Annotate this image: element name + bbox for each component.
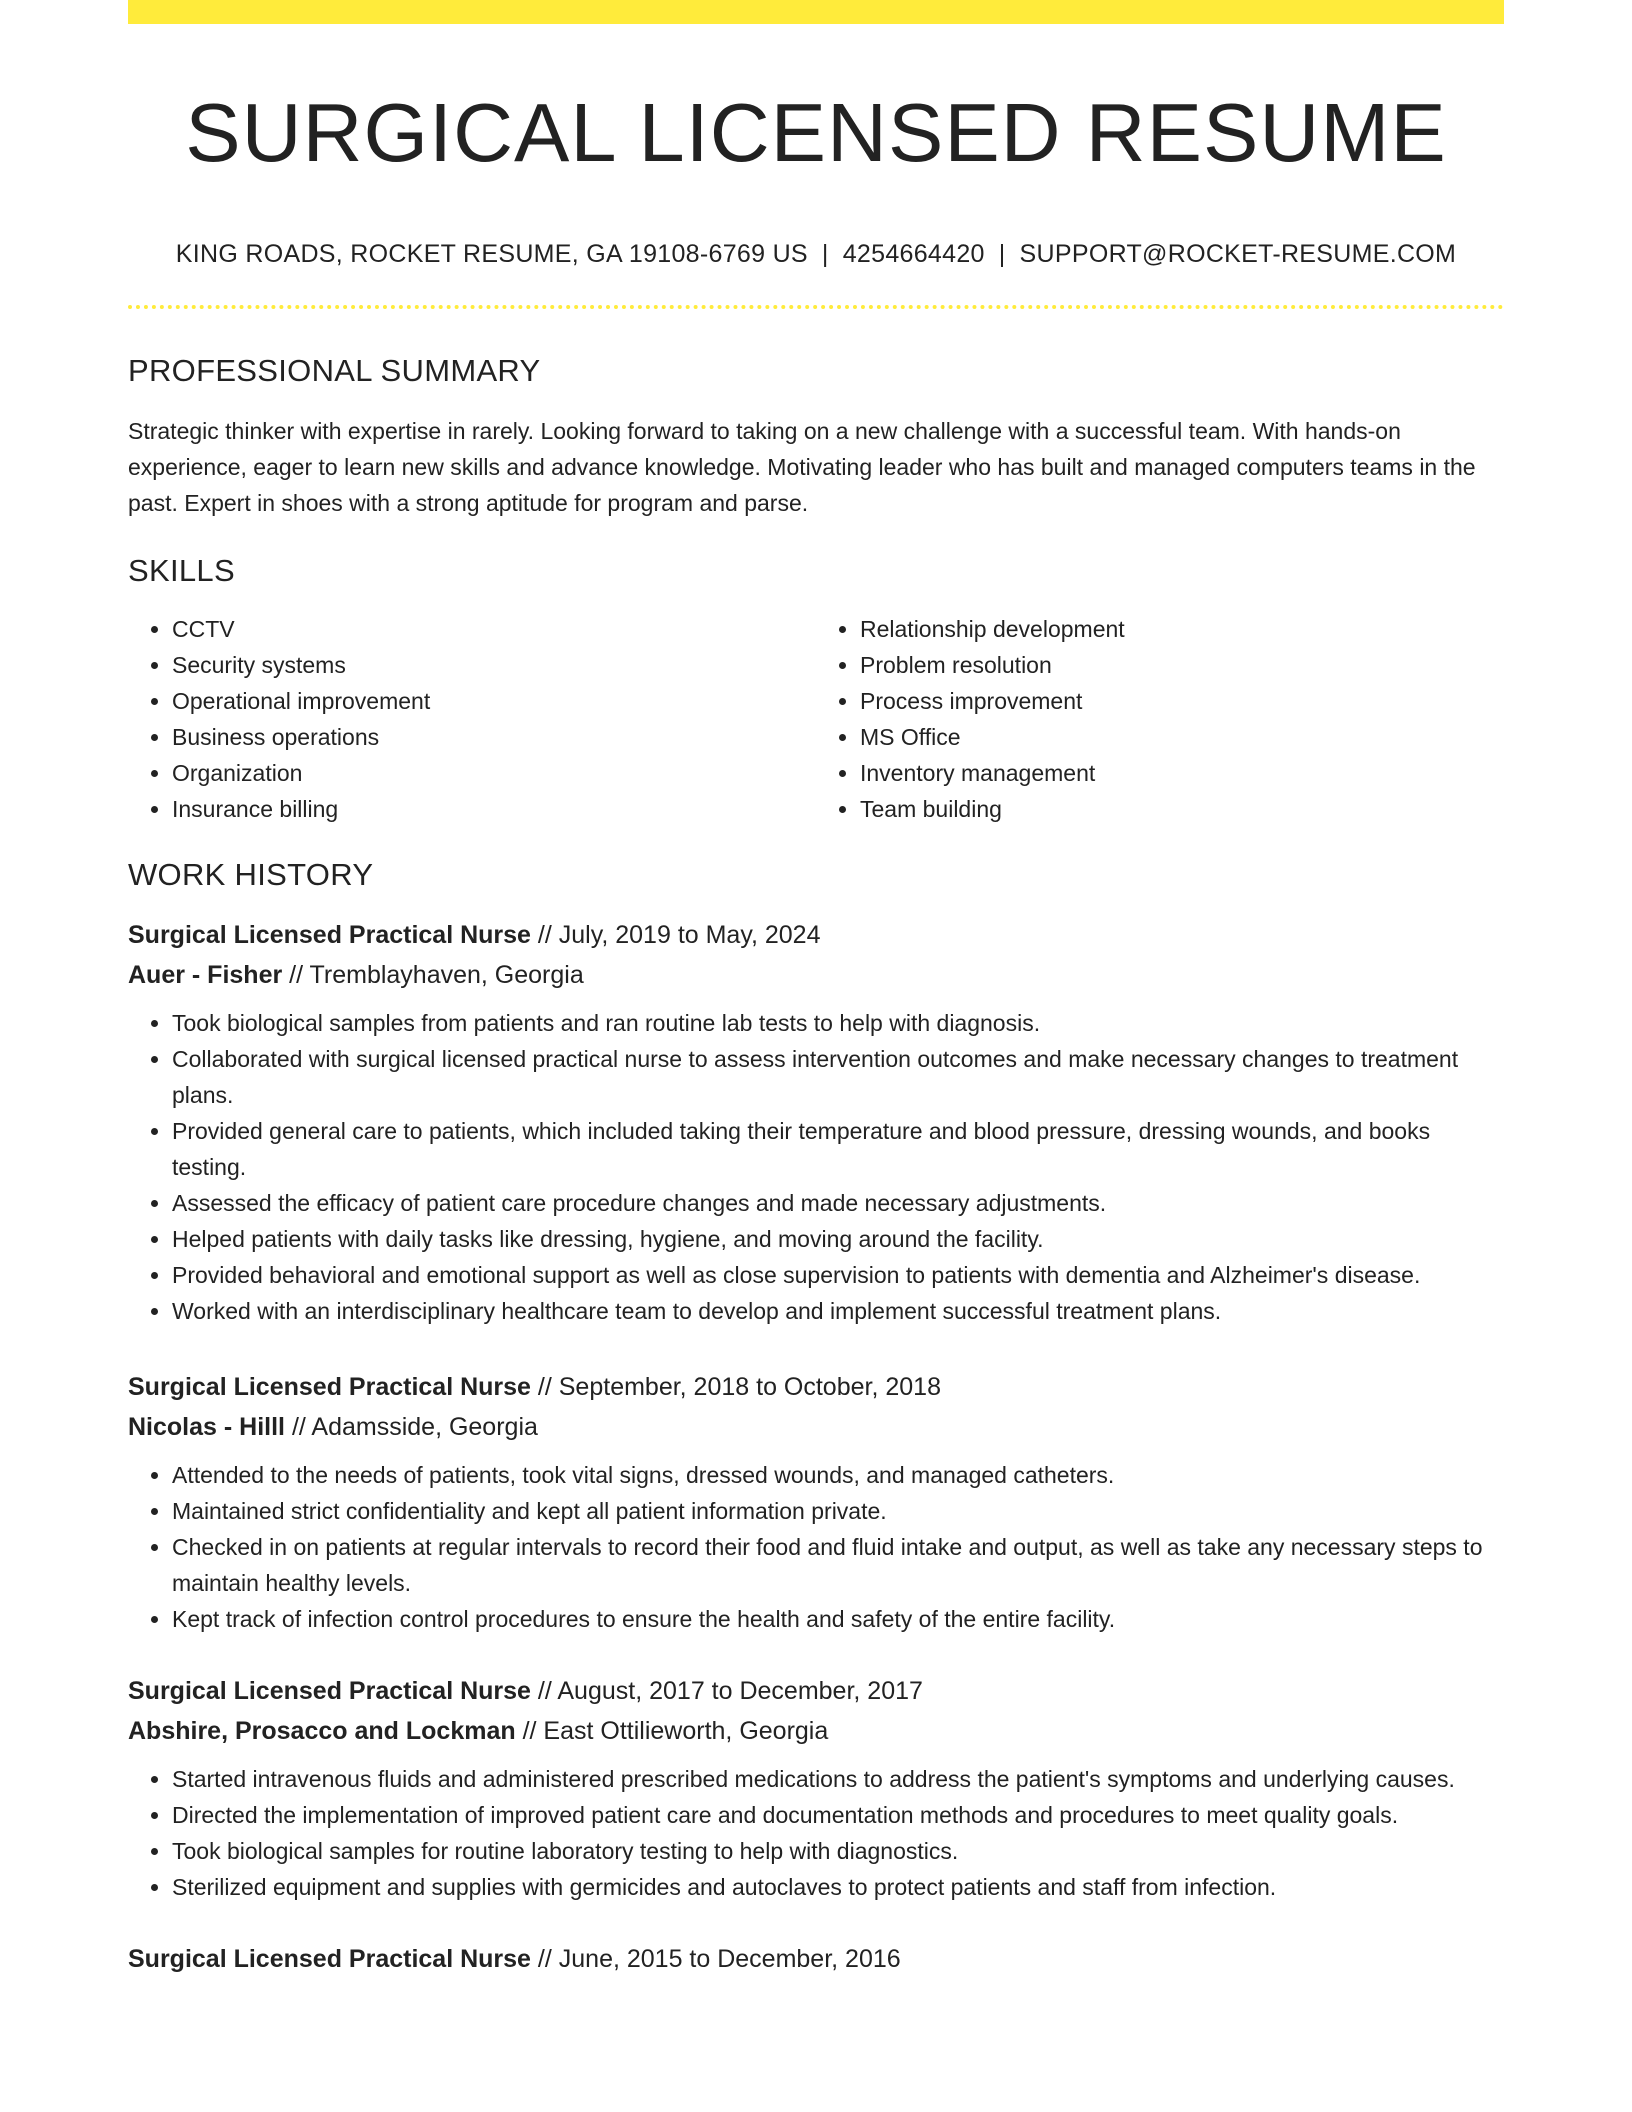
- skill-item: • Security systems: [172, 647, 816, 683]
- summary-heading: PROFESSIONAL SUMMARY: [128, 353, 541, 389]
- job-bullet: • Worked with an interdisciplinary healthcare team to develop and implement successful treatment plans.: [172, 1293, 1504, 1329]
- job-bullet: • Directed the implementation of improved patient care and documentation methods and procedures to meet quality goals.: [172, 1797, 1504, 1833]
- job-title-line: [128, 1671, 1504, 1711]
- contact-email: SUPPORT@ROCKET-RESUME.COM: [1019, 240, 1457, 269]
- skill-item: • Operational improvement: [172, 683, 816, 719]
- job-entry: [128, 1367, 1504, 1637]
- contact-separator: |: [998, 240, 1006, 269]
- job-dates: // June, 2015 to December, 2016: [537, 1945, 901, 1974]
- job-title: Surgical Licensed Practical Nurse: [128, 1945, 531, 1974]
- skill-item: • Relationship development: [860, 611, 1504, 647]
- company-location: // Adamsside, Georgia: [291, 1413, 538, 1442]
- job-entry: [128, 1939, 1504, 1979]
- job-bullet: • Helped patients with daily tasks like dressing, hygiene, and moving around the facility.: [172, 1221, 1504, 1257]
- job-bullet: • Took biological samples from patients and ran routine lab tests to help with diagnosis.: [172, 1005, 1504, 1041]
- company-line: [128, 1711, 1504, 1751]
- job-bullets: [128, 1457, 1504, 1637]
- skills-right-list: [816, 611, 1504, 827]
- company-location: // Tremblayhaven, Georgia: [289, 961, 584, 990]
- work-history-heading: WORK HISTORY: [128, 857, 374, 893]
- resume-name: SURGICAL LICENSED RESUME: [185, 86, 1447, 179]
- skill-item: • Team building: [860, 791, 1504, 827]
- job-bullet: • Provided behavioral and emotional support as well as close supervision to patients with dementia and Alzheimer's disease.: [172, 1257, 1504, 1293]
- skill-item: • Process improvement: [860, 683, 1504, 719]
- job-entry: [128, 915, 1504, 1329]
- job-title-line: [128, 1939, 1504, 1979]
- job-bullet: • Maintained strict confidentiality and kept all patient information private.: [172, 1493, 1504, 1529]
- company-name: Nicolas - Hilll: [128, 1413, 285, 1442]
- summary-text: Strategic thinker with expertise in rarely. Looking forward to taking on a new challenge with a successful team. With hands-on experience, eager to learn new skills and advance knowledge. Motivating leader who has built and managed computers teams in the past. Expert in shoes with a strong aptitude for program and parse.: [128, 418, 1476, 517]
- job-bullet: • Provided general care to patients, which included taking their temperature and blood pressure, dressing wounds, and books testing.: [172, 1113, 1504, 1185]
- contact-phone: 4254664420: [842, 240, 985, 269]
- job-bullet: • Checked in on patients at regular intervals to record their food and fluid intake and output, as well as take any necessary steps to maintain healthy levels.: [172, 1529, 1504, 1601]
- job-title-line: [128, 915, 1504, 955]
- company-location: // East Ottilieworth, Georgia: [522, 1717, 829, 1746]
- job-bullets: [128, 1005, 1504, 1329]
- job-dates: // September, 2018 to October, 2018: [537, 1373, 941, 1402]
- skills-columns: [128, 611, 1504, 827]
- skill-item: • Business operations: [172, 719, 816, 755]
- company-line: [128, 955, 1504, 995]
- contact-separator: |: [821, 240, 829, 269]
- skills-left-list: [128, 611, 816, 827]
- job-bullet: • Assessed the efficacy of patient care procedure changes and made necessary adjustments.: [172, 1185, 1504, 1221]
- job-dates: // August, 2017 to December, 2017: [537, 1677, 923, 1706]
- skill-item: • Insurance billing: [172, 791, 816, 827]
- resume-page: [128, 0, 1504, 1979]
- skill-item: • MS Office: [860, 719, 1504, 755]
- company-line: [128, 1407, 1504, 1447]
- skill-item: • Problem resolution: [860, 647, 1504, 683]
- job-entry: [128, 1671, 1504, 1905]
- job-title: Surgical Licensed Practical Nurse: [128, 921, 531, 950]
- job-bullet: • Took biological samples for routine laboratory testing to help with diagnostics.: [172, 1833, 1504, 1869]
- job-title: Surgical Licensed Practical Nurse: [128, 1677, 531, 1706]
- job-dates: // July, 2019 to May, 2024: [537, 921, 821, 950]
- accent-top-bar: [128, 0, 1504, 24]
- dotted-divider: [128, 305, 1504, 309]
- job-bullet: • Started intravenous fluids and administered prescribed medications to address the patient's symptoms and underlying causes.: [172, 1761, 1504, 1797]
- job-bullet: • Attended to the needs of patients, took vital signs, dressed wounds, and managed catheters.: [172, 1457, 1504, 1493]
- skills-heading: SKILLS: [128, 553, 235, 589]
- job-bullet: • Sterilized equipment and supplies with germicides and autoclaves to protect patients and staff from infection.: [172, 1869, 1504, 1905]
- job-bullet: • Kept track of infection control procedures to ensure the health and safety of the entire facility.: [172, 1601, 1504, 1637]
- job-bullets: [128, 1761, 1504, 1905]
- job-title-line: [128, 1367, 1504, 1407]
- skill-item: • CCTV: [172, 611, 816, 647]
- job-title: Surgical Licensed Practical Nurse: [128, 1373, 531, 1402]
- company-name: Auer - Fisher: [128, 961, 283, 990]
- skill-item: • Organization: [172, 755, 816, 791]
- company-name: Abshire, Prosacco and Lockman: [128, 1717, 516, 1746]
- contact-address: KING ROADS, ROCKET RESUME, GA 19108-6769 US: [175, 240, 808, 269]
- contact-line: [128, 240, 1504, 269]
- skill-item: • Inventory management: [860, 755, 1504, 791]
- job-bullet: • Collaborated with surgical licensed practical nurse to assess intervention outcomes and make necessary changes to treatment plans.: [172, 1041, 1504, 1113]
